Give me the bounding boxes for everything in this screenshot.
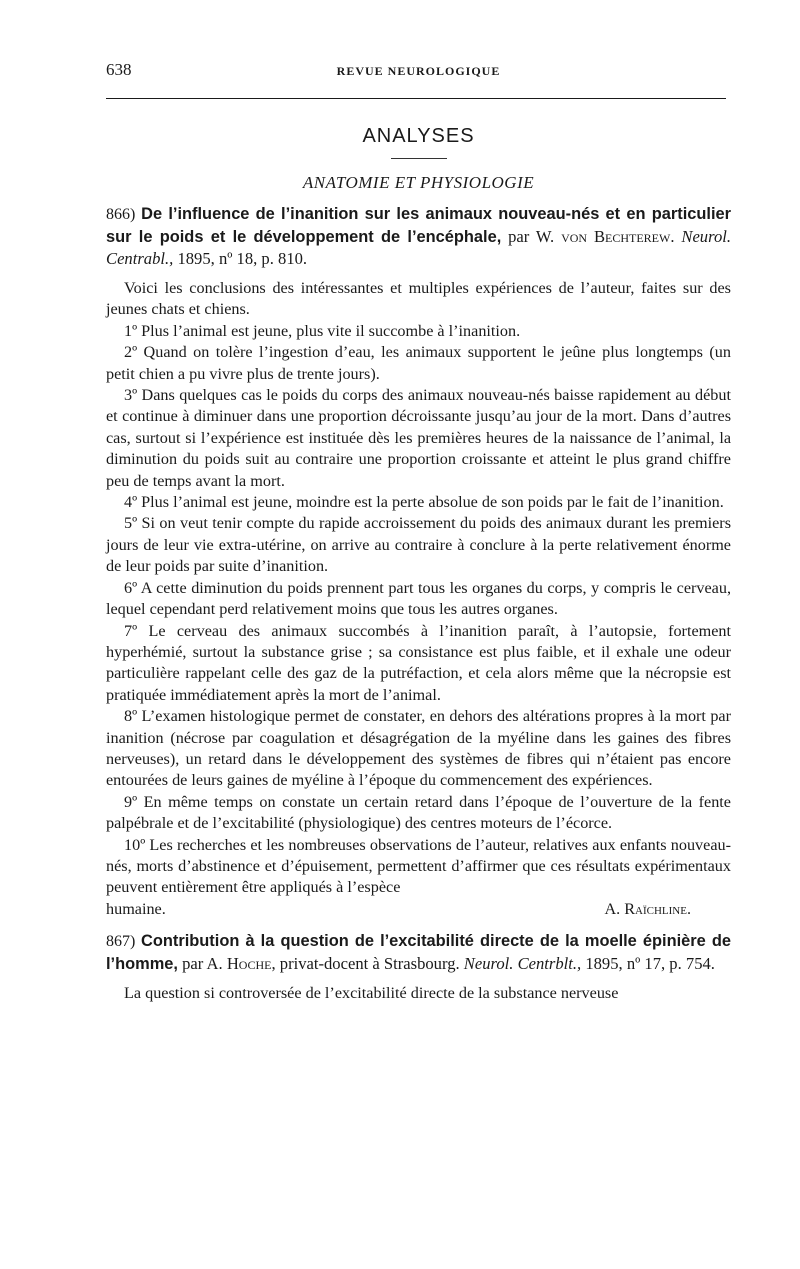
article-number: 867) [106,933,136,951]
paragraph: 8º L’examen histologique permet de constater, en dehors des altérations propres à la mort par inanition (nécrose par coagulation et désagrégation de la myéline dans les gaines des fibres nerveuses), un retard dans le développement des systèmes de fibres qui n’étaient pas encore entourées de leurs gaines de myéline à l’époque du commencement des expériences. [106,707,731,790]
page-header [106,52,731,82]
article-by: par [501,227,530,246]
running-title: REVUE NEUROLOGIQUE [336,64,501,78]
paragraph-text: 10º Les recherches et les nombreuses observations de l’auteur, relatives aux enfants nouveau-nés, morts d’abstinence et d’épuisement, permettent d’affirmer que ces résultats expérimentaux peuvent entièrement être appliqués à l’espèce [106,835,731,897]
author-initial: W. [535,227,562,246]
signature-line [106,899,731,920]
author-initial: A. [206,954,227,974]
citation-journal: Neurol. Centrabl., [106,227,732,268]
article-by: par [177,954,207,974]
article-867-heading [106,930,731,975]
paragraph-last [106,835,731,899]
paragraph: 3º Dans quelques cas le poids du corps des animaux nouveau-nés baisse rapidement au début et continue à diminuer dans une proportion décroissante jusqu’au jour de la mort. Dans d’autres cas, surtout si l’expérience est instituée dès les premières heures de la naissance de l’animal, la diminution du poids suit au contraire une proportion croissante et atteint le plus grand chiffre peu de temps avant la mort. [106,386,731,490]
subsection-title: ANATOMIE ET PHYSIOLOGIE [302,173,535,192]
author-detail: , privat-docent à Strasbourg. [271,954,464,974]
paragraph: 5º Si on veut tenir compte du rapide accroissement du poids des animaux durant les premiers jours de leur vie extra-utérine, on arrive au contraire à conclure à la perte relativement énorme de leur poids par suite d’inanition. [106,514,731,576]
author-name: Hoche [226,954,272,974]
citation-details: 1895, nº 17, p. 754. [581,954,715,974]
article-number: 866) [106,206,136,223]
page [106,52,731,1020]
paragraph: 2º Quand on tolère l’ingestion d’eau, les animaux supportent le jeûne plus longtemps (un petit chien a pu vivre plus de trente jours). [106,343,731,383]
paragraph: 9º En même temps on constate un certain retard dans l’époque de l’ouverture de la fente palpébrale et de l’excitabilité (physiologique) des centres moteurs de l’écorce. [106,792,731,833]
paragraph: 6º A cette diminution du poids prennent part tous les organes du corps, y compris le cerveau, lequel cependant perd relativement moins que tous les autres organes. [106,578,731,619]
last-word: humaine. [106,899,166,918]
section-rule [391,158,447,159]
section-title: ANALYSES [362,125,475,147]
article-866-heading: 866) De l’influence de l’inanition sur les animaux nouveau-nés et en particulier sur le poids et le développement de l’encéphale, par W. von Bechterew. Neurol. Centrabl., 1895, nº 18, p. 810. [106,205,732,268]
header-rule [106,98,726,99]
article-title: Contribution à la question de l’excitabilité directe de la moelle épinière de l’homme, [106,932,731,974]
paragraph: 7º Le cerveau des animaux succombés à l’inanition paraît, à l’autopsie, fortement hyperhémié, surtout la substance grise ; sa consistance est plus faible, et il exhale une odeur particulière rappelant celle des gaz de la putréfaction, et cela alors même que la nécropsie est pratiquée immédiatement après la mort de l’animal. [106,621,731,704]
signature: A. Raïchline. [604,899,691,918]
citation-details: 1895, nº 18, p. 810. [173,249,308,268]
citation-journal: Neurol. Centrblt., [463,954,582,974]
page-number: 638 [106,60,132,79]
article-867-first-line: La question si controversée de l’excitabilité directe de la substance nerveuse [124,984,619,1003]
paragraph: Voici les conclusions des intéressantes et multiples expériences de l’auteur, faites sur des jeunes chats et chiens. [106,279,731,319]
paragraph: 4º Plus l’animal est jeune, moindre est la perte absolue de son poids par le fait de l’inanition. [124,493,724,512]
article-866-body [106,278,731,920]
author-name: von Bechterew [561,227,671,246]
article-title: De l’influence de l’inanition sur les animaux nouveau-nés et en particulier sur le poids et le développement de l’encéphale, [106,205,731,246]
paragraph: 1º Plus l’animal est jeune, plus vite il succombe à l’inanition. [124,321,521,340]
